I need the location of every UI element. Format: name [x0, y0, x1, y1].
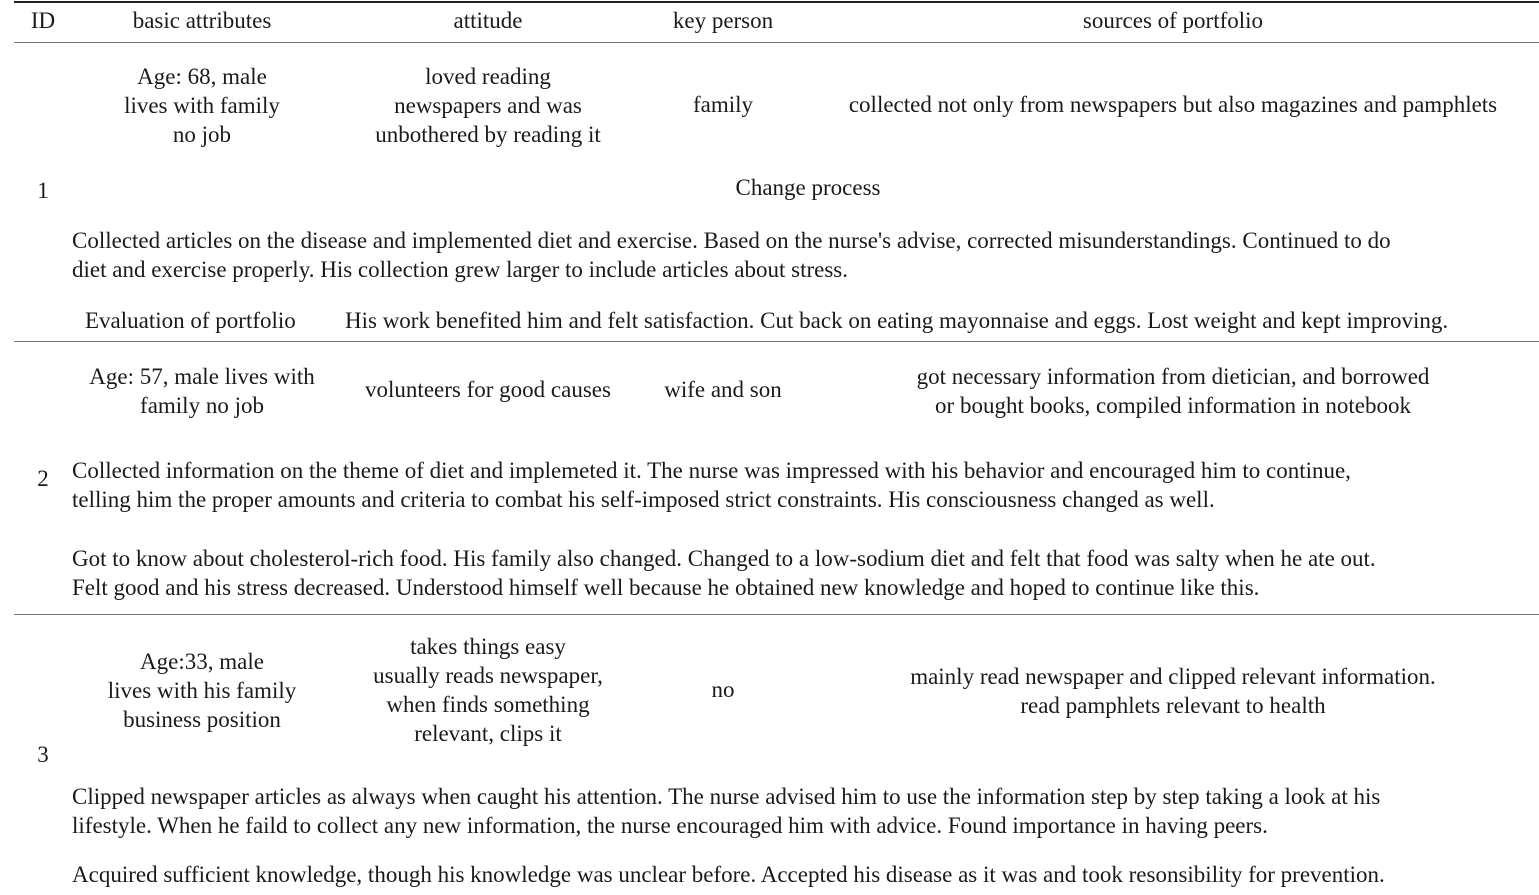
row-3-key-person: no — [711, 677, 735, 702]
row-3-id: 3 — [37, 742, 49, 767]
row-3-change-process: Clipped newspaper articles as always when caught his attention. The nurse advised him to use the information step by step taking a look at his lifestyle. When he faild to collect any new information, the nurse encouraged him with advice. Found importance in having peers. — [72, 784, 1381, 838]
row-1-bottom-rule — [14, 341, 1539, 342]
row-2-basic-attributes: Age: 57, male lives with family no job — [89, 364, 315, 418]
header-basic-attributes: basic attributes — [132, 8, 272, 33]
row-3-sources: mainly read newspaper and clipped relevant information. read pamphlets relevant to health — [910, 664, 1436, 718]
row-3-attitude: takes things easy usually reads newspaper, when finds something relevant, clips it — [373, 634, 603, 746]
row-1-id: 1 — [37, 178, 49, 203]
header-key-person: key person — [672, 8, 774, 33]
row-3-evaluation: Acquired sufficient knowledge, though his knowledge was unclear before. Accepted his disease as it was and took resonsibility for prevention. — [72, 862, 1385, 887]
row-1-sources: collected not only from newspapers but also magazines and pamphlets — [848, 92, 1498, 117]
row-3-basic-attributes: Age:33, male lives with his family business position — [107, 649, 297, 732]
row-1-key-person: family — [692, 92, 754, 117]
row-2-bottom-rule — [14, 614, 1539, 615]
row-1-evaluation-label: Evaluation of portfolio — [85, 308, 296, 333]
row-1-basic-attributes: Age: 68, male lives with family no job — [124, 64, 280, 147]
row-1-change-process: Collected articles on the disease and implemented diet and exercise. Based on the nurse's advise, corrected misunderstandings. Continued to do diet and exercise properly. His collection grew larger to include articles about stress. — [72, 228, 1391, 282]
row-2-change-process: Collected information on the theme of diet and implemeted it. The nurse was impressed with his behavior and encouraged him to continue, telling him the proper amounts and criteria to combat his self-imposed strict constraints. His consciousness changed as well. — [72, 458, 1351, 512]
row-2-evaluation: Got to know about cholesterol-rich food. His family also changed. Changed to a low-sodium diet and felt that food was salty when he ate out. Felt good and his stress decreased. Understood himself well because he obtained new knowledge and hoped to continue like this. — [72, 546, 1376, 600]
table-top-rule — [14, 1, 1539, 3]
row-1-change-label: Change process — [735, 175, 881, 200]
header-id: ID — [30, 8, 56, 33]
header-sources: sources of portfolio — [1082, 8, 1264, 33]
header-bottom-rule — [14, 42, 1539, 43]
row-2-sources: got necessary information from dietician, and borrowed or bought books, compiled information in notebook — [916, 364, 1430, 418]
row-2-id: 2 — [37, 466, 49, 491]
header-attitude: attitude — [453, 8, 523, 33]
row-1-evaluation: His work benefited him and felt satisfaction. Cut back on eating mayonnaise and eggs. Lost weight and kept improving. — [345, 308, 1449, 333]
row-2-attitude: volunteers for good causes — [365, 377, 611, 402]
row-2-key-person: wife and son — [664, 377, 782, 402]
row-1-attitude: loved reading newspapers and was unbothered by reading it — [375, 64, 601, 147]
